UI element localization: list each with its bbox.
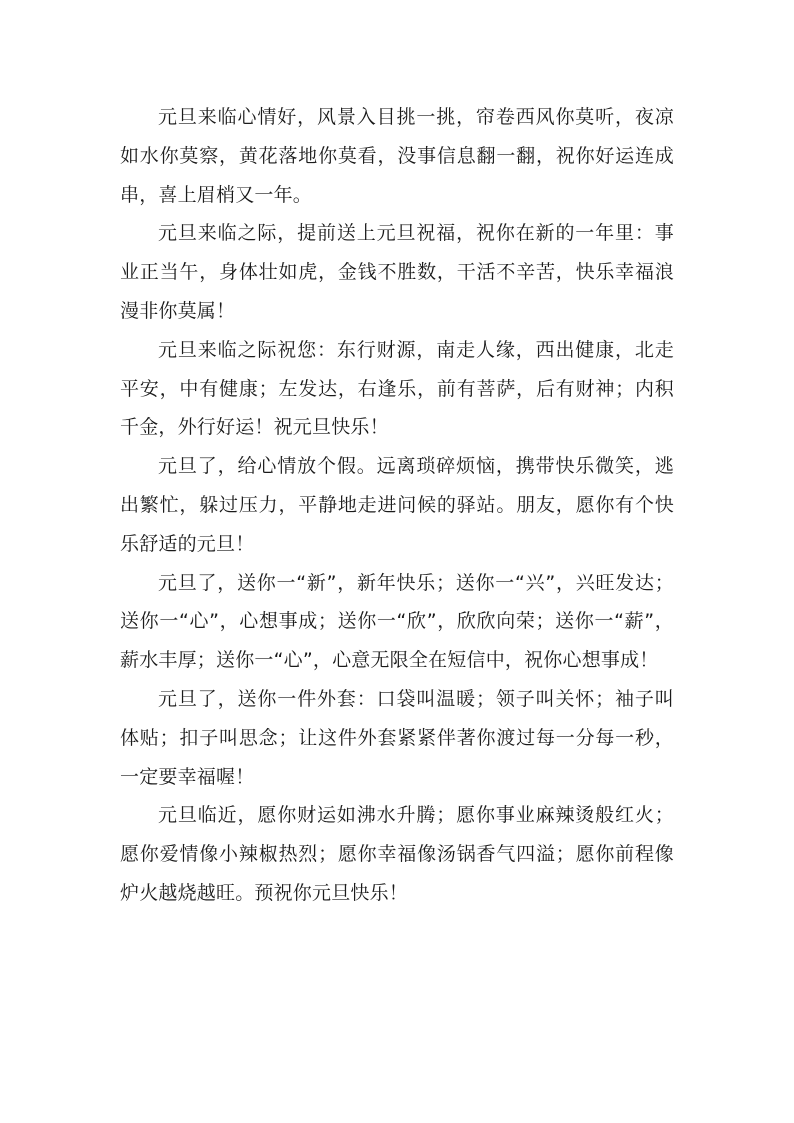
paragraph-7: 元旦临近，愿你财运如沸水升腾；愿你事业麻辣烫般红火；愿你爱情像小辣椒热烈；愿你幸福像汤锅香气四溢；愿你前程像炉火越烧越旺。预祝你元旦快乐！ — [120, 804, 674, 904]
paragraph-6: 元旦了，送你一件外套：口袋叫温暖；领子叫关怀；袖子叫体贴；扣子叫思念；让这件外套紧紧伴著你渡过每一分每一秒，一定要幸福喔！ — [120, 687, 674, 788]
paragraph-1: 元旦来临心情好，风景入目挑一挑，帘卷西风你莫听，夜凉如水你莫察，黄花落地你莫看，没事信息翻一翻，祝你好运连成串，喜上眉梢又一年。 — [120, 106, 674, 206]
paragraph-5: 元旦了，送你一“新”，新年快乐；送你一“兴”，兴旺发达；送你一“心”，心想事成；送你一“欣”，欣欣向荣；送你一“薪”，薪水丰厚；送你一“心”，心意无限全在短信中，祝你心想事成！ — [120, 571, 674, 672]
paragraph-3: 元旦来临之际祝您：东行财源，南走人缘，西出健康，北走平安，中有健康；左发达，右逢乐，前有菩萨，后有财神；内积千金，外行好运！祝元旦快乐！ — [120, 338, 674, 439]
paragraph-4: 元旦了，给心情放个假。远离琐碎烦恼，携带快乐微笑，逃出繁忙，躲过压力，平静地走进问候的驿站。朋友，愿你有个快乐舒适的元旦！ — [120, 455, 674, 555]
paragraph-2: 元旦来临之际，提前送上元旦祝福，祝你在新的一年里：事业正当午，身体壮如虎，金钱不胜数，干活不辛苦，快乐幸福浪漫非你莫属！ — [120, 222, 674, 322]
document-body — [120, 98, 674, 913]
